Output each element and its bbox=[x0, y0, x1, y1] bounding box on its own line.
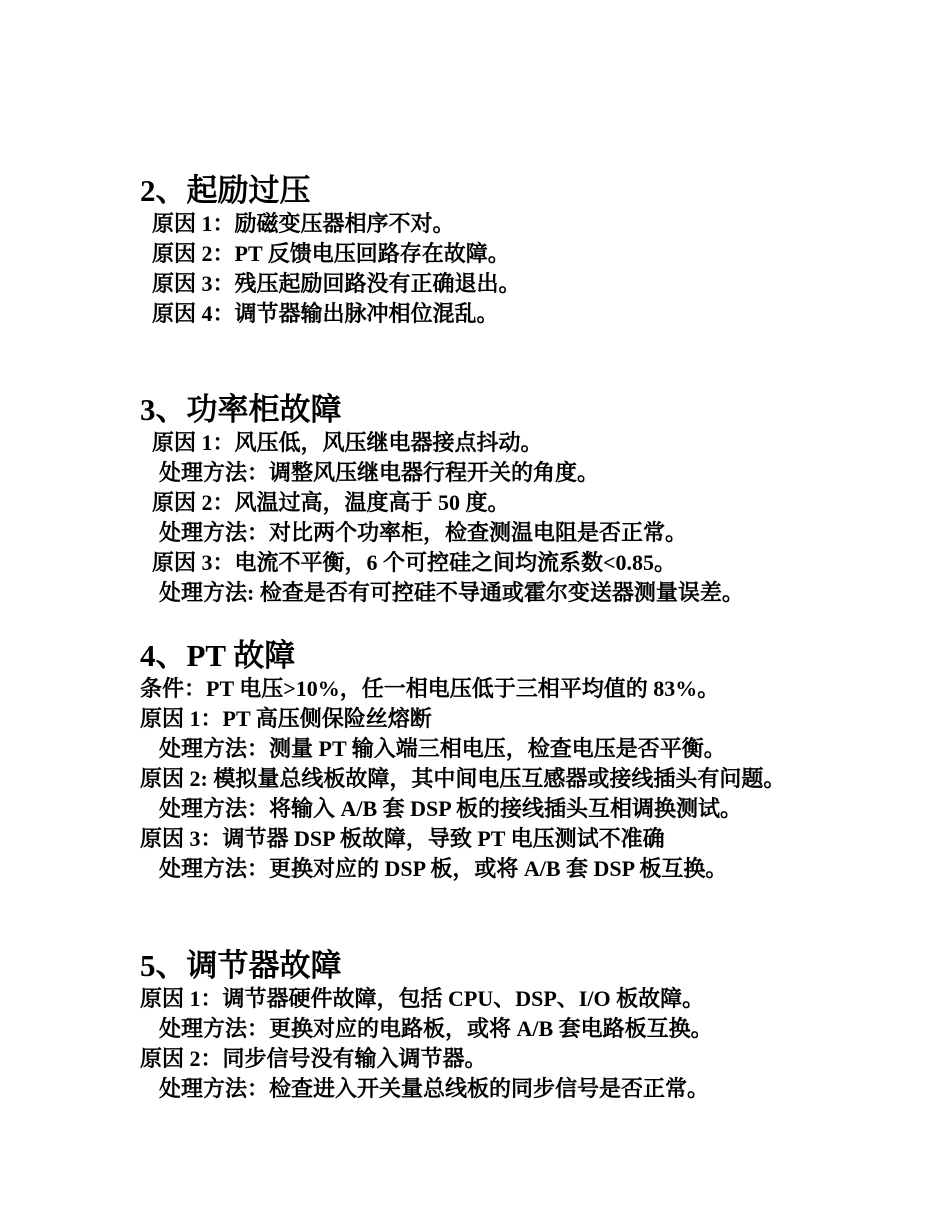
cause-line: 原因 1：调节器硬件故障，包括 CPU、DSP、I/O 板故障。 bbox=[140, 986, 705, 1011]
cause-line: 原因 3：调节器 DSP 板故障，导致 PT 电压测试不准确 bbox=[140, 826, 665, 851]
section-heading: 2、起励过压 bbox=[140, 173, 311, 208]
solution-line: 处理方法: 检查是否有可控硅不导通或霍尔变送器测量误差。 bbox=[159, 580, 744, 605]
section-pt-fault bbox=[140, 638, 830, 884]
condition-line: 条件：PT 电压>10%，任一相电压低于三相平均值的 83%。 bbox=[140, 676, 720, 701]
cause-line: 原因 2：风温过高，温度高于 50 度。 bbox=[152, 490, 510, 515]
section-regulator-fault bbox=[140, 948, 830, 1104]
cause-line: 原因 2: 模拟量总线板故障，其中间电压互感器或接线插头有问题。 bbox=[140, 766, 786, 791]
solution-line: 处理方法：测量 PT 输入端三相电压，检查电压是否平衡。 bbox=[159, 736, 726, 761]
cause-line: 原因 2：同步信号没有输入调节器。 bbox=[140, 1046, 487, 1071]
cause-line: 原因 3：电流不平衡，6 个可控硅之间均流系数<0.85。 bbox=[152, 550, 677, 575]
section-power-cabinet-fault bbox=[140, 392, 830, 608]
section-overvoltage bbox=[140, 173, 830, 329]
cause-line: 原因 1：风压低，风压继电器接点抖动。 bbox=[152, 430, 543, 455]
solution-line: 处理方法：更换对应的电路板，或将 A/B 套电路板互换。 bbox=[159, 1016, 713, 1041]
cause-line: 原因 2：PT 反馈电压回路存在故障。 bbox=[152, 241, 510, 266]
solution-line: 处理方法：将输入 A/B 套 DSP 板的接线插头互相调换测试。 bbox=[159, 796, 743, 821]
solution-line: 处理方法：对比两个功率柜，检查测温电阻是否正常。 bbox=[159, 520, 688, 545]
section-heading: 5、调节器故障 bbox=[140, 948, 342, 983]
solution-line: 处理方法：检查进入开关量总线板的同步信号是否正常。 bbox=[159, 1076, 710, 1101]
cause-line: 原因 1：PT 高压侧保险丝熔断 bbox=[140, 706, 432, 731]
cause-line: 原因 4：调节器输出脉冲相位混乱。 bbox=[152, 301, 499, 326]
cause-line: 原因 1：励磁变压器相序不对。 bbox=[152, 211, 455, 236]
solution-line: 处理方法：更换对应的 DSP 板，或将 A/B 套 DSP 板互换。 bbox=[159, 856, 728, 881]
section-heading: 3、功率柜故障 bbox=[140, 392, 342, 427]
cause-line: 原因 3：残压起励回路没有正确退出。 bbox=[152, 271, 521, 296]
section-heading: 4、PT 故障 bbox=[140, 638, 296, 673]
solution-line: 处理方法：调整风压继电器行程开关的角度。 bbox=[159, 460, 600, 485]
